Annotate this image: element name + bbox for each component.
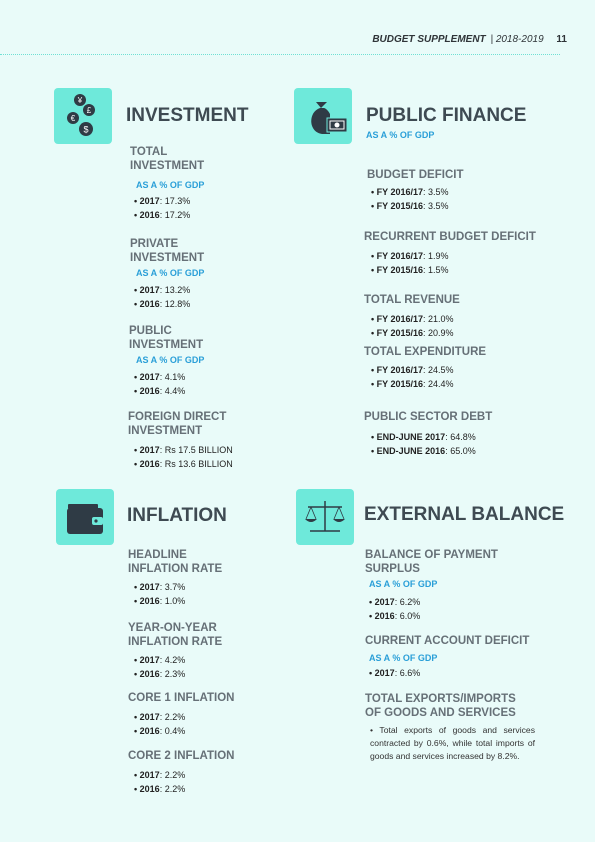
list-item: • 2016: 17.2% — [134, 208, 190, 222]
list-item: • 2017: 4.1% — [134, 370, 185, 384]
external-balance-title: EXTERNAL BALANCE — [364, 504, 565, 525]
list-item: • 2017: 4.2% — [134, 653, 185, 667]
list-item: • END-JUNE 2016: 65.0% — [371, 444, 476, 458]
inflation-title: INFLATION — [127, 505, 227, 526]
label-line: SURPLUS — [365, 563, 420, 575]
investment-title: INVESTMENT — [126, 105, 249, 126]
list-item: • 2016: 0.4% — [134, 724, 185, 738]
exports-imports-label — [365, 692, 516, 720]
list-item: • 2017: 6.6% — [369, 666, 420, 680]
label-line: INFLATION RATE — [128, 636, 223, 648]
core1-inflation-label: CORE 1 INFLATION — [128, 692, 235, 704]
public-finance-title: PUBLIC FINANCE — [366, 105, 527, 126]
total-revenue-list — [371, 312, 454, 340]
header-year: | 2018-2019 — [490, 34, 544, 45]
svg-text:€: € — [70, 114, 76, 123]
label-line: INVESTMENT — [130, 252, 205, 264]
header-title: BUDGET SUPPLEMENT — [372, 34, 486, 45]
list-item: • 2017: 2.2% — [134, 710, 185, 724]
exports-imports-text: • Total exports of goods and services contracted by 0.6%, while total imports of goods and services increased by 8.2%. — [370, 725, 535, 761]
list-item: • FY 2015/16: 1.5% — [371, 263, 449, 277]
svg-text:¥: ¥ — [77, 96, 83, 105]
public-investment-list — [134, 370, 185, 398]
label-line: TOTAL EXPORTS/IMPORTS — [365, 693, 516, 705]
headline-inflation-label — [128, 548, 222, 576]
bop-surplus-list — [369, 595, 420, 623]
private-investment-list — [134, 283, 190, 311]
list-item: • 2016: 4.4% — [134, 384, 185, 398]
list-item: • END-JUNE 2017: 64.8% — [371, 430, 476, 444]
list-item: • 2017: 2.2% — [134, 768, 185, 782]
svg-text:$: $ — [83, 124, 89, 135]
gdp-note: AS A % OF GDP — [366, 130, 435, 140]
label-line: FOREIGN DIRECT — [128, 411, 227, 423]
list-item: • 2016: 2.2% — [134, 782, 185, 796]
wallet-icon — [56, 489, 114, 545]
label-line: YEAR-ON-YEAR — [128, 622, 217, 634]
gdp-note: AS A % OF GDP — [136, 180, 205, 190]
core1-inflation-list — [134, 710, 185, 738]
cad-list — [369, 666, 420, 680]
gdp-note: AS A % OF GDP — [369, 579, 438, 589]
fdi-label — [128, 410, 226, 438]
label-line: INVESTMENT — [128, 425, 203, 437]
bop-surplus-label — [365, 548, 498, 576]
list-item: • FY 2016/17: 3.5% — [371, 185, 449, 199]
public-sector-debt-label: PUBLIC SECTOR DEBT — [364, 411, 493, 423]
gdp-note: AS A % OF GDP — [369, 653, 438, 663]
scales-icon — [296, 489, 354, 545]
label-line: TOTAL — [130, 146, 168, 158]
label-line: INVESTMENT — [130, 160, 205, 172]
svg-text:£: £ — [86, 106, 92, 115]
budget-deficit-list — [371, 185, 449, 213]
list-item: • 2017: Rs 17.5 BILLION — [134, 443, 233, 457]
gdp-note: AS A % OF GDP — [136, 268, 205, 278]
list-item: • FY 2015/16: 3.5% — [371, 199, 449, 213]
money-bag-icon — [294, 88, 352, 144]
list-item: • 2016: 6.0% — [369, 609, 420, 623]
label-line: HEADLINE — [128, 549, 187, 561]
list-item: • 2016: Rs 13.6 BILLION — [134, 457, 233, 471]
list-item: • 2017: 13.2% — [134, 283, 190, 297]
core2-inflation-list — [134, 768, 185, 796]
page-number: 11 — [556, 34, 567, 45]
header-divider — [0, 54, 560, 55]
list-item: • 2017: 17.3% — [134, 194, 190, 208]
budget-deficit-label: BUDGET DEFICIT — [367, 169, 464, 181]
recurrent-deficit-label: RECURRENT BUDGET DEFICIT — [364, 231, 536, 243]
yoy-inflation-list — [134, 653, 185, 681]
headline-inflation-list — [134, 580, 185, 608]
private-investment-label — [130, 237, 204, 265]
total-investment-list — [134, 194, 190, 222]
public-investment-label — [129, 324, 203, 352]
list-item: • FY 2015/16: 24.4% — [371, 377, 454, 391]
total-expenditure-list — [371, 363, 454, 391]
label-line: INVESTMENT — [129, 339, 204, 351]
list-item: • 2016: 1.0% — [134, 594, 185, 608]
label-line: BALANCE OF PAYMENT — [365, 549, 498, 561]
coins-icon — [54, 88, 112, 144]
list-item: • 2017: 6.2% — [369, 595, 420, 609]
list-item: • FY 2016/17: 21.0% — [371, 312, 454, 326]
list-item: • 2017: 3.7% — [134, 580, 185, 594]
fdi-list — [134, 443, 233, 471]
label-line: INFLATION RATE — [128, 563, 223, 575]
gdp-note: AS A % OF GDP — [136, 355, 205, 365]
list-item: • FY 2015/16: 20.9% — [371, 326, 454, 340]
yoy-inflation-label — [128, 621, 222, 649]
core2-inflation-label: CORE 2 INFLATION — [128, 750, 235, 762]
cad-label: CURRENT ACCOUNT DEFICIT — [365, 635, 530, 647]
total-investment-label — [130, 145, 204, 173]
list-item: • 2016: 2.3% — [134, 667, 185, 681]
total-revenue-label: TOTAL REVENUE — [364, 294, 460, 306]
label-line: PUBLIC — [129, 325, 172, 337]
label-line: OF GOODS AND SERVICES — [365, 707, 516, 719]
list-item: • 2016: 12.8% — [134, 297, 190, 311]
list-item: • FY 2016/17: 1.9% — [371, 249, 449, 263]
list-item: • FY 2016/17: 24.5% — [371, 363, 454, 377]
label-line: PRIVATE — [130, 238, 179, 250]
public-sector-debt-list — [371, 430, 476, 458]
recurrent-deficit-list — [371, 249, 449, 277]
total-expenditure-label: TOTAL EXPENDITURE — [364, 346, 487, 358]
page-header — [372, 34, 567, 45]
